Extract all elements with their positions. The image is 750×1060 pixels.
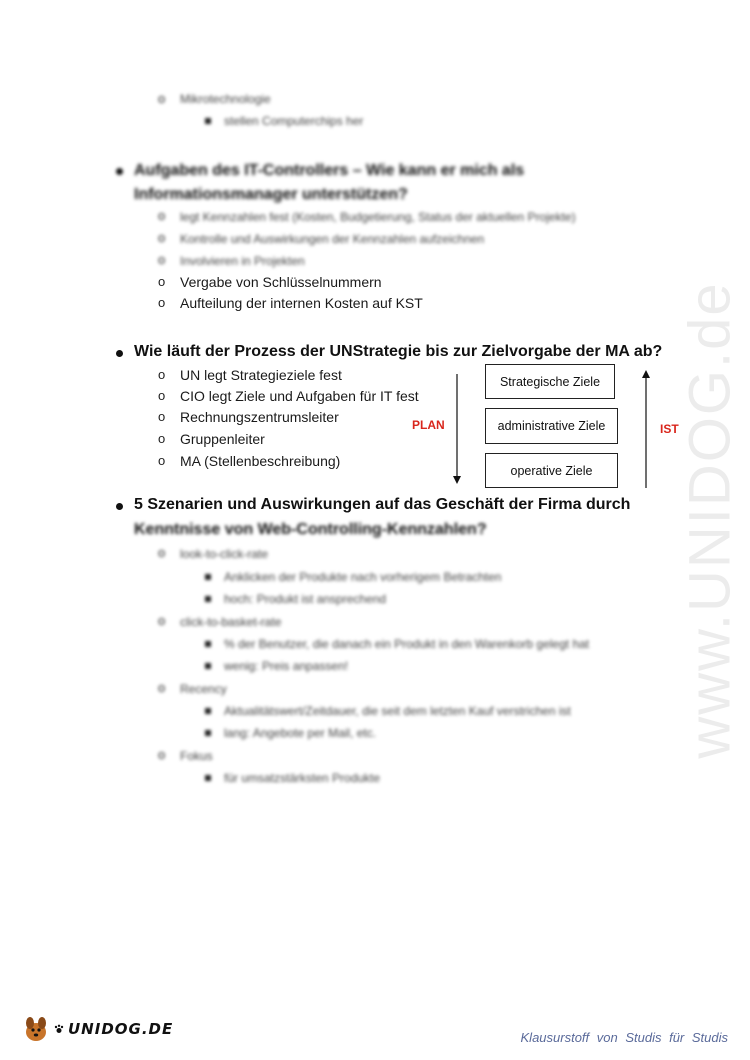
list-item: Vergabe von Schlüsselnummern [180, 274, 382, 290]
circle-bullet-icon: o [158, 388, 166, 403]
square-bullet-icon [205, 708, 211, 714]
circle-bullet-icon: o [158, 252, 166, 267]
list-item: Rechnungszentrumsleiter [180, 409, 339, 425]
section-heading-continued: Informationsmanager unterstützen? [134, 186, 408, 203]
circle-bullet-icon: o [158, 274, 166, 289]
list-subitem: hoch: Produkt ist ansprechend [224, 592, 387, 606]
square-bullet-icon [205, 596, 211, 602]
square-bullet-icon [205, 574, 211, 580]
circle-bullet-icon: o [158, 91, 166, 106]
circle-bullet-icon: o [158, 208, 166, 223]
section-heading: 5 Szenarien und Auswirkungen auf das Geschäft der Firma durch [134, 496, 631, 513]
watermark-text: www.UNIDOG.de [677, 281, 743, 759]
circle-bullet-icon: o [158, 747, 166, 762]
square-bullet-icon [205, 663, 211, 669]
circle-bullet-icon: o [158, 367, 166, 382]
disc-bullet-icon [116, 350, 123, 357]
plan-label: PLAN [412, 418, 445, 432]
list-item: Recency [180, 682, 227, 696]
list-item: Kontrolle und Auswirkungen der Kennzahlen aufzeichnen [180, 232, 485, 246]
list-item: Aufteilung der internen Kosten auf KST [180, 295, 423, 311]
section-heading: Aufgaben des IT-Controllers – Wie kann er mich als [134, 162, 525, 179]
section-heading: Wie läuft der Prozess der UNStrategie bis zur Zielvorgabe der MA ab? [134, 343, 663, 360]
square-bullet-icon [205, 641, 211, 647]
diagram-box-administrative: administrative Ziele [485, 408, 618, 444]
diagram-box-strategic: Strategische Ziele [485, 364, 615, 399]
circle-bullet-icon: o [158, 230, 166, 245]
square-bullet-icon [205, 118, 211, 124]
diagram-box-operative: operative Ziele [485, 453, 618, 488]
list-item: look-to-click-rate [180, 547, 269, 561]
circle-bullet-icon: o [158, 680, 166, 695]
unidog-logo[interactable] [22, 1014, 173, 1044]
disc-bullet-icon [116, 168, 123, 175]
list-subitem: wenig: Preis anpassen! [224, 659, 349, 673]
square-bullet-icon [205, 730, 211, 736]
circle-bullet-icon: o [158, 545, 166, 560]
circle-bullet-icon: o [158, 295, 166, 310]
square-bullet-icon [205, 775, 211, 781]
circle-bullet-icon: o [158, 613, 166, 628]
circle-bullet-icon: o [158, 453, 166, 468]
list-subitem: Anklicken der Produkte nach vorherigem Betrachten [224, 570, 502, 584]
ist-label: IST [660, 422, 679, 436]
list-subitem: % der Benutzer, die danach ein Produkt in den Warenkorb gelegt hat [224, 637, 590, 651]
paw-icon [54, 1024, 64, 1034]
list-subitem: lang: Angebote per Mail, etc. [224, 726, 377, 740]
list-subitem: Aktualitätswert/Zeitdauer, die seit dem letzten Kauf verstrichen ist [224, 704, 571, 718]
list-subitem: stellen Computerchips her [224, 114, 364, 128]
list-item: CIO legt Ziele und Aufgaben für IT fest [180, 388, 419, 404]
list-item: Gruppenleiter [180, 431, 265, 447]
logo-text: UNIDOG.DE [68, 1020, 174, 1038]
dog-icon [22, 1014, 52, 1044]
list-item: Fokus [180, 749, 213, 763]
list-item: Mikrotechnologie [180, 92, 271, 106]
list-subitem: für umsatzstärksten Produkte [224, 771, 381, 785]
disc-bullet-icon [116, 503, 123, 510]
circle-bullet-icon: o [158, 431, 166, 446]
circle-bullet-icon: o [158, 409, 166, 424]
list-item: Involvieren in Projekten [180, 254, 305, 268]
section-heading-continued: Kenntnisse von Web-Controlling-Kennzahlen? [134, 521, 487, 538]
list-item: UN legt Strategieziele fest [180, 367, 342, 383]
list-item: MA (Stellenbeschreibung) [180, 453, 341, 469]
list-item: click-to-basket-rate [180, 615, 282, 629]
list-item: legt Kennzahlen fest (Kosten, Budgetierung, Status der aktuellen Projekte) [180, 210, 576, 224]
footer-tagline: Klausurstoff von Studis für Studis [520, 1030, 728, 1045]
